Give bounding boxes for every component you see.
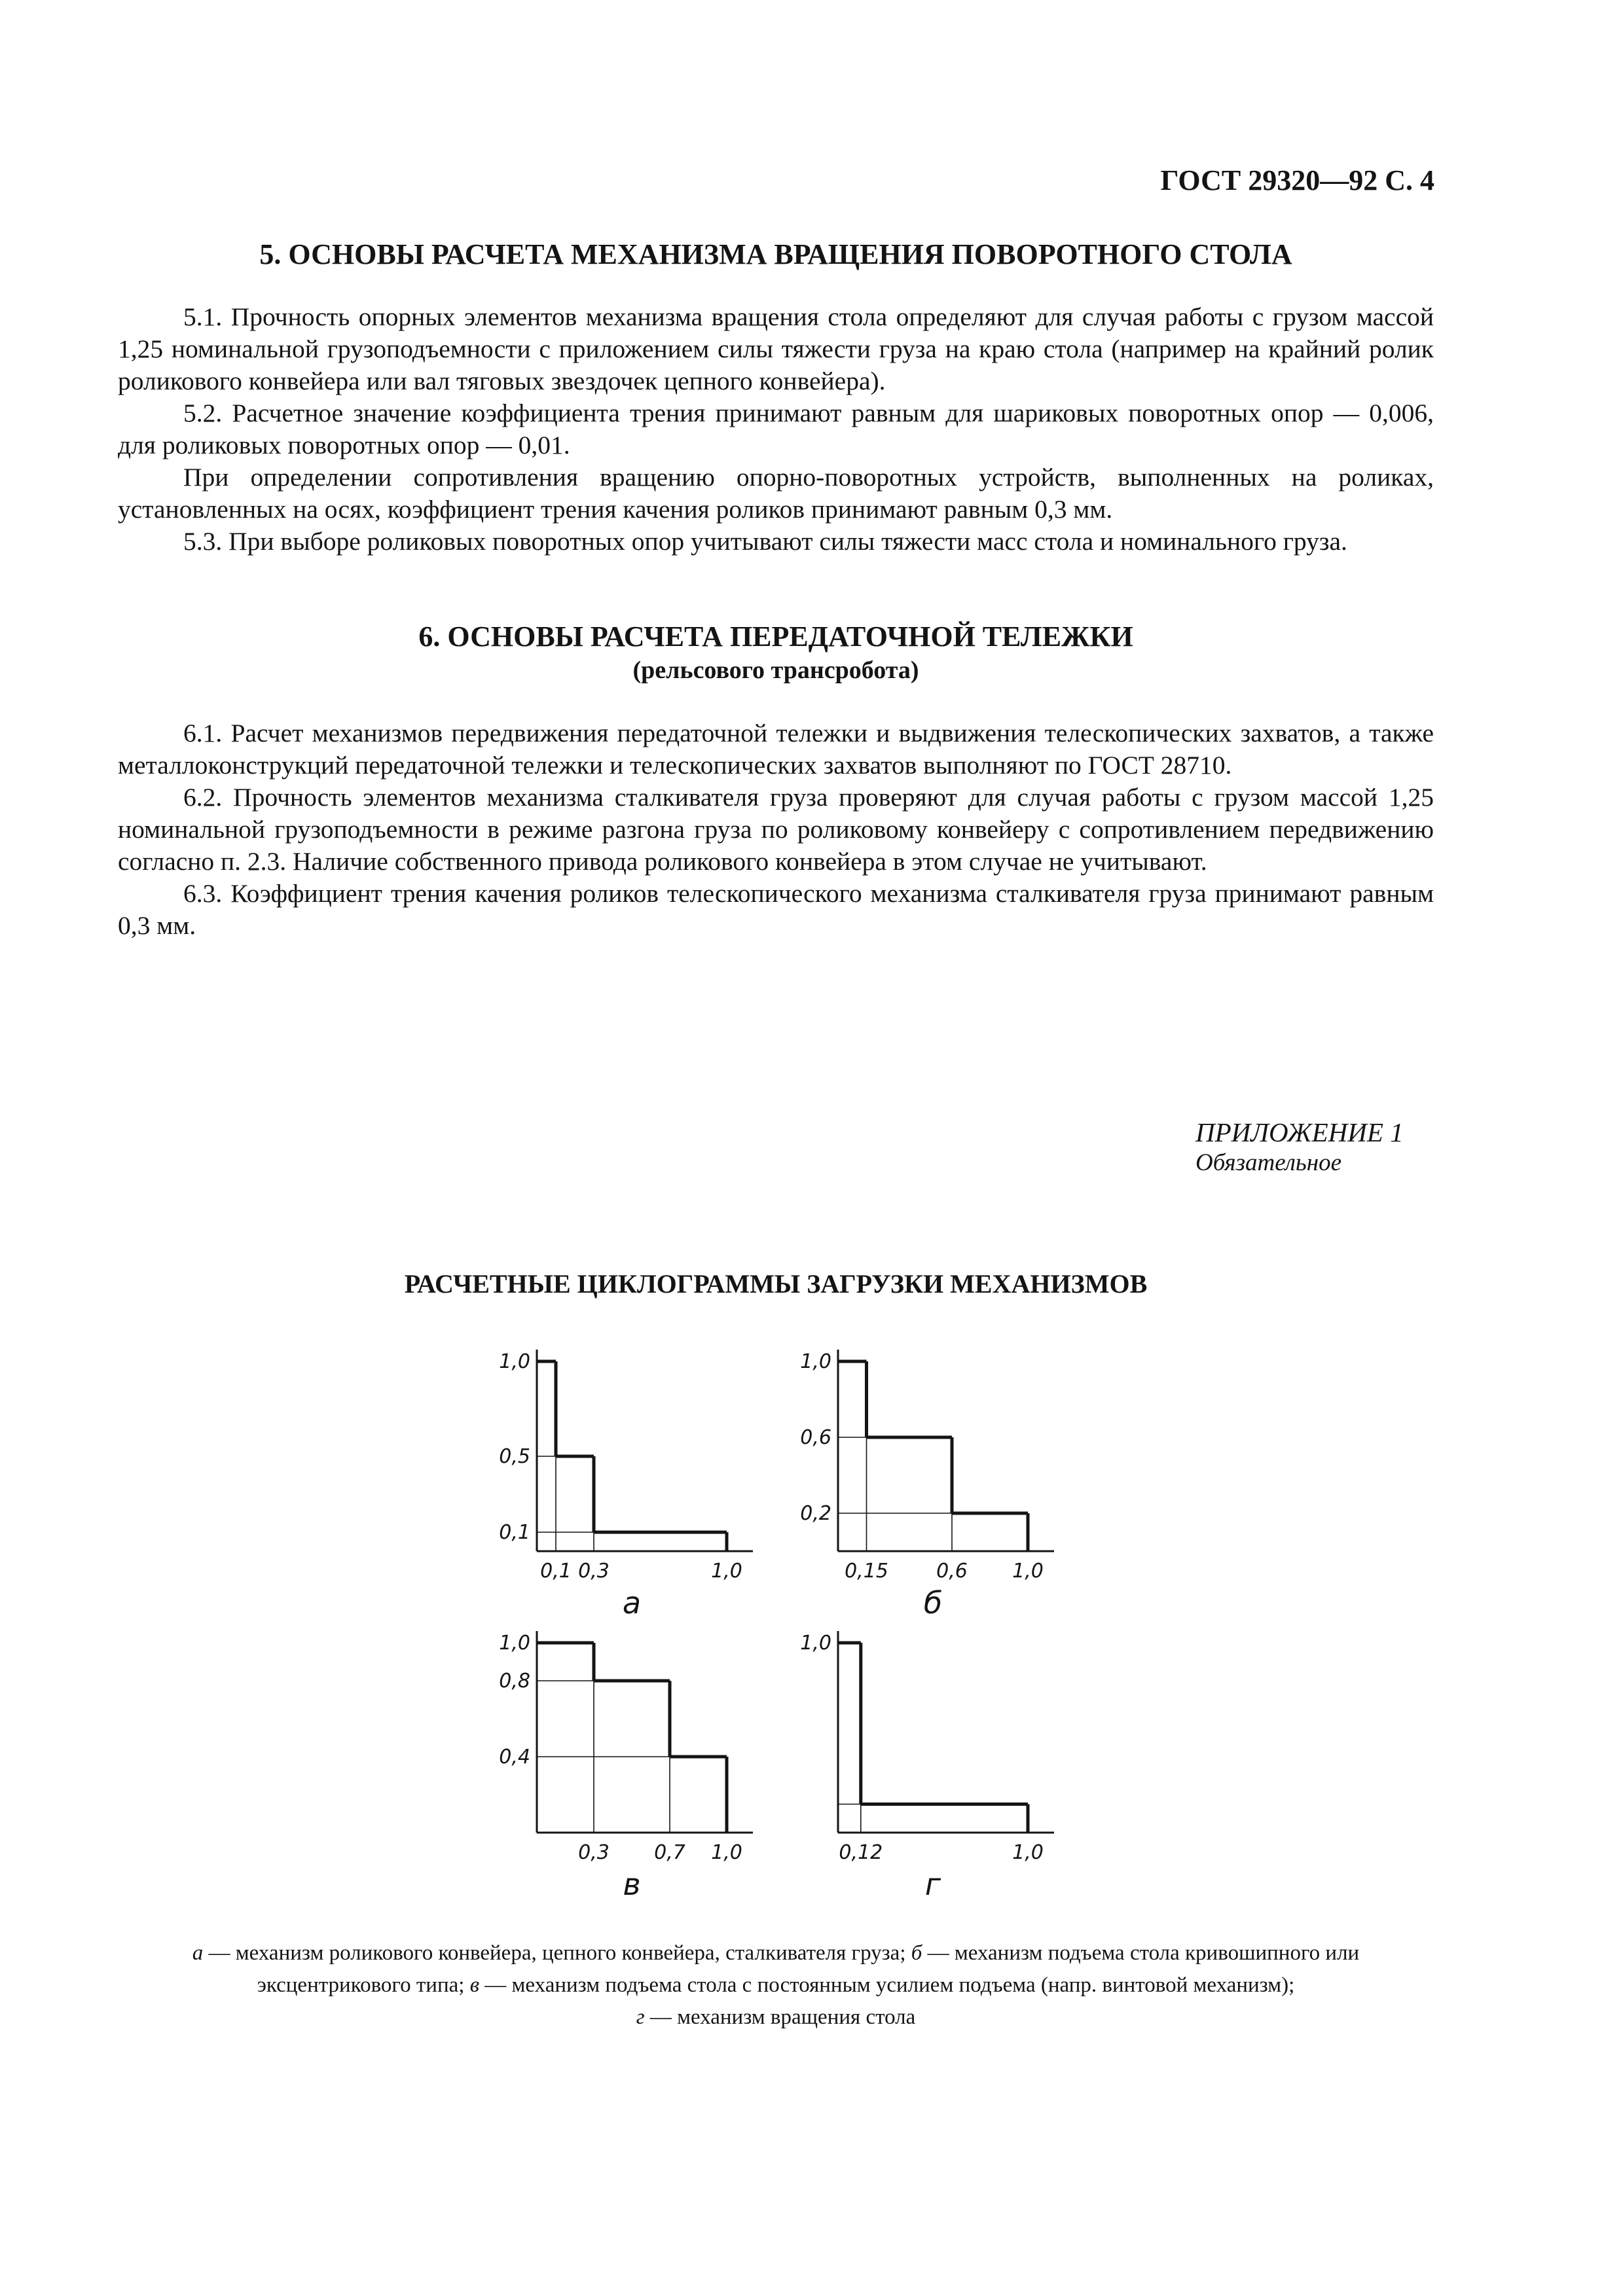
paragraph-5-2: 5.2. Расчетное значение коэффициента трения принимают равным для шариковых поворотных опор — 0,006, для роликовых поворотных опор — 0,01.: [118, 399, 1434, 459]
x-tick-label: 0,1: [540, 1560, 572, 1583]
section-6-body: [118, 717, 1434, 942]
y-tick-label: 1,0: [499, 1632, 530, 1655]
panel-letter: б: [923, 1585, 943, 1621]
y-tick-label: 0,5: [499, 1445, 530, 1468]
y-tick-label: 1,0: [499, 1350, 530, 1373]
cyclogram-a: [458, 1329, 773, 1636]
appendix-label: [1195, 1117, 1404, 1178]
y-tick-label: 0,6: [800, 1426, 831, 1449]
panel-letter: г: [924, 1867, 941, 1902]
figure-title: РАСЧЕТНЫЕ ЦИКЛОГРАММЫ ЗАГРУЗКИ МЕХАНИЗМОВ: [404, 1269, 1148, 1299]
caption-letter-a: а: [192, 1941, 204, 1965]
y-tick-label: 1,0: [800, 1632, 831, 1655]
paragraph-5-1: 5.1. Прочность опорных элементов механизма вращения стола определяют для случая работы с грузом массой 1,25 номинальной грузоподъемности с приложением силы тяжести груза на краю стола (например на крайний ролик роликового конвейера или вал тяговых звездочек цепного конвейера).: [118, 302, 1434, 395]
section-5-title: 5. ОСНОВЫ РАСЧЕТА МЕХАНИЗМА ВРАЩЕНИЯ ПОВОРОТНОГО СТОЛА: [259, 238, 1292, 270]
caption-letter-v: в: [469, 1973, 480, 1997]
x-tick-label: 0,3: [578, 1841, 610, 1864]
caption-letter-b: б: [911, 1941, 922, 1965]
caption-text-a: — механизм роликового конвейера, цепного конвейера, сталкивателя груза;: [203, 1941, 911, 1965]
appendix-status: Обязательное: [1195, 1149, 1342, 1176]
cyclogram-g: [773, 1632, 1113, 1924]
panel-letter: а: [622, 1585, 642, 1621]
paragraph-6-2: 6.2. Прочность элементов механизма сталкивателя груза проверяют для случая работы с грузом массой 1,25 номинальной грузоподъемности в режиме разгона груза по роликовому конвейеру с сопротивлением передвижению согласно п. 2.3. Наличие собственного привода роликового конвейера в этом случае не учитывают.: [118, 783, 1434, 876]
paragraph-6-3: 6.3. Коэффициент трения качения роликов телескопического механизма сталкивателя груза принимают равным 0,3 мм.: [118, 879, 1434, 940]
appendix-number: ПРИЛОЖЕНИЕ 1: [1195, 1117, 1404, 1147]
page-header: ГОСТ 29320—92 С. 4: [1160, 164, 1434, 196]
caption-text-b: — механизм подъема стола кривошипного или эксцентрикового типа;: [257, 1941, 1360, 1997]
x-tick-label: 0,12: [839, 1841, 883, 1864]
caption-text-v: — механизм подъема стола с постоянным усилием подъема (напр. винтовой механизм);: [479, 1973, 1295, 1997]
section-6-title: 6. ОСНОВЫ РАСЧЕТА ПЕРЕДАТОЧНОЙ ТЕЛЕЖКИ: [418, 620, 1133, 653]
figure-caption: [118, 1937, 1434, 2034]
x-tick-label: 0,3: [578, 1560, 610, 1583]
x-tick-label: 1,0: [1012, 1841, 1044, 1864]
cyclogram-v: [458, 1632, 773, 1924]
y-tick-label: 0,1: [499, 1521, 530, 1544]
caption-text-g: — механизм вращения стола: [644, 2005, 916, 2029]
y-tick-label: 1,0: [800, 1350, 831, 1373]
y-tick-label: 0,8: [499, 1670, 530, 1693]
caption-letter-g: г: [636, 2005, 645, 2029]
paragraph-5-3: 5.3. При выборе роликовых поворотных опор учитывают силы тяжести масс стола и номинального груза.: [183, 527, 1347, 556]
cyclogram-b: [773, 1329, 1113, 1636]
paragraph-5-2-cont: При определении сопротивления вращению опорно-поворотных устройств, выполненных на роликах, установленных на осях, коэффициент трения качения роликов принимают равным 0,3 мм.: [118, 463, 1434, 524]
x-tick-label: 0,15: [845, 1560, 888, 1583]
x-tick-label: 1,0: [711, 1841, 742, 1864]
section-6-subtitle: (рельсового трансробота): [632, 656, 919, 684]
x-tick-label: 0,7: [654, 1841, 685, 1864]
section-5-body: [118, 301, 1434, 558]
panel-letter: в: [623, 1867, 641, 1902]
y-tick-label: 0,4: [499, 1746, 530, 1768]
x-tick-label: 1,0: [711, 1560, 742, 1583]
y-tick-label: 0,2: [800, 1502, 831, 1525]
x-tick-label: 1,0: [1012, 1560, 1044, 1583]
x-tick-label: 0,6: [936, 1560, 968, 1583]
paragraph-6-1: 6.1. Расчет механизмов передвижения передаточной тележки и выдвижения телескопических захватов, а также металлоконструкций передаточной тележки и телескопических захватов выполняют по ГОСТ 28710.: [118, 719, 1434, 780]
